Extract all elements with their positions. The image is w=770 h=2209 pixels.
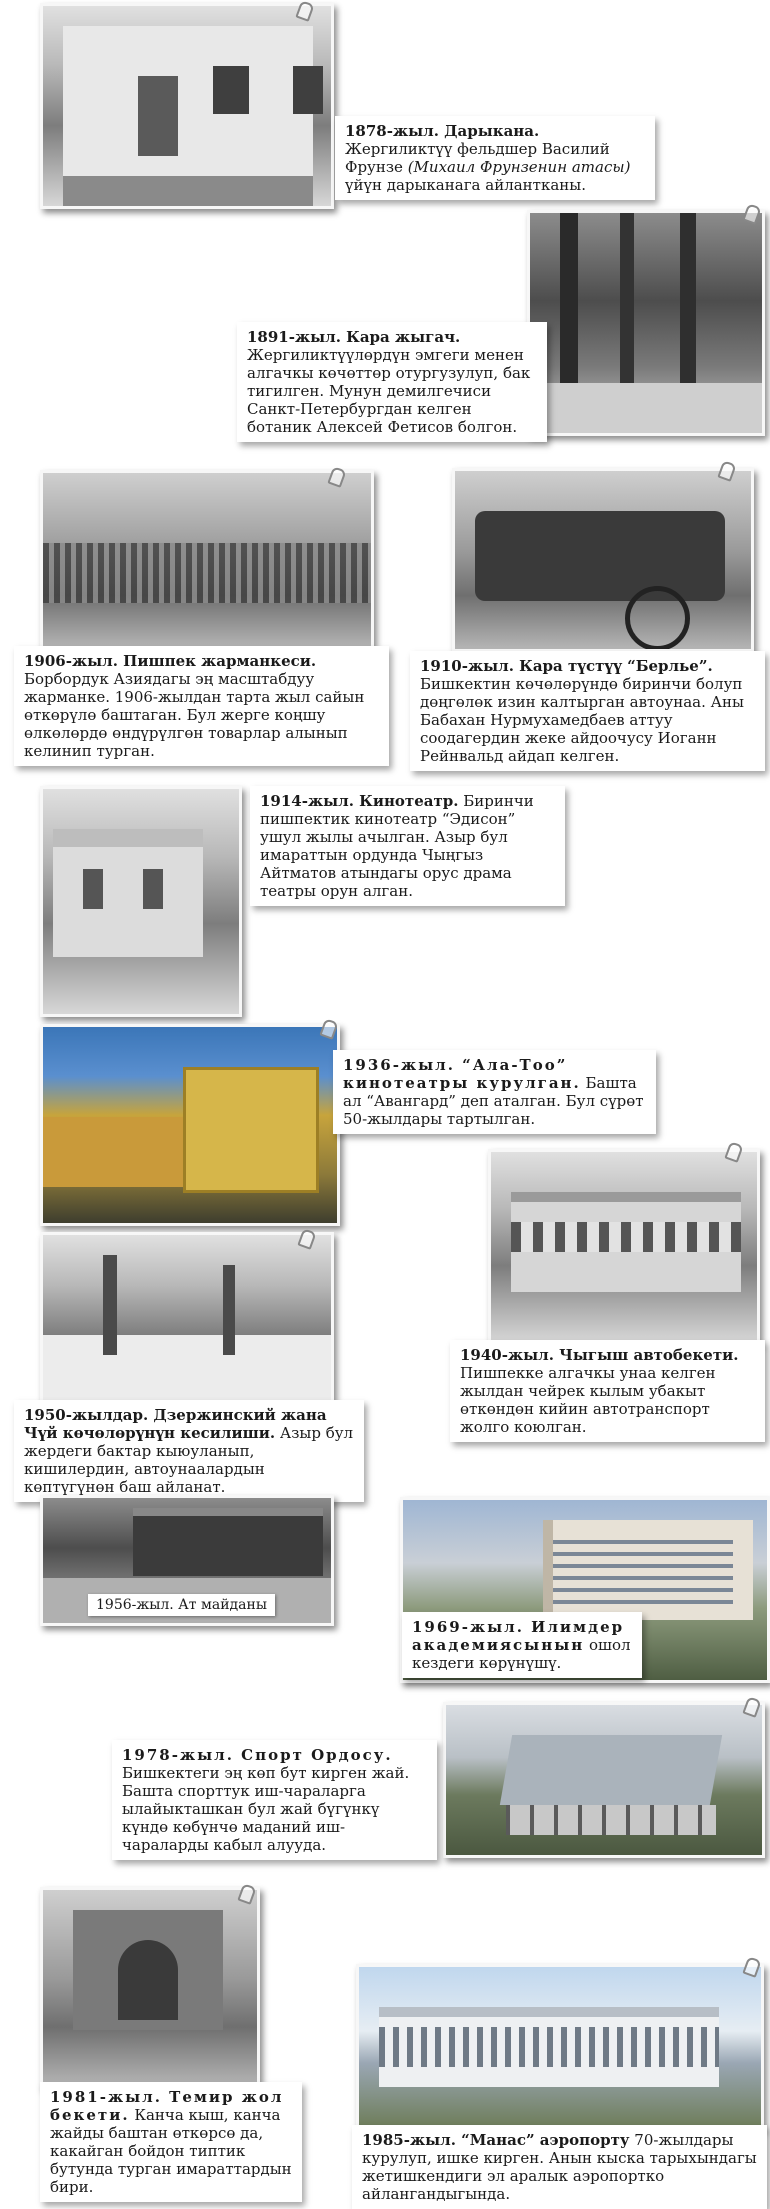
photo-airport-1985: [356, 1964, 764, 2130]
photo-cinema-1914: [40, 786, 242, 1017]
photo-intersection-1950: [40, 1232, 334, 1406]
photo-busstation-1940: [488, 1149, 760, 1345]
photo-market-1906: [40, 470, 374, 651]
caption-title: 1878-жыл. Дарыкана.: [345, 122, 540, 140]
caption-1981: 1981-жыл. Темир жол бекети. Канча кыш, канча жайды баштан өткөрсө да, какайган бойдон типтик бутунда турган имараттардын бири.: [40, 2082, 302, 2202]
caption-1891: 1891-жыл. Кара жыгач. Жергиликтүүлөрдүн эмгеги менен алгачкы көчөттөр отургузулуп, бак тигилген. Мунун демилгечиси Санкт-Петербургдан келген ботаник Алексей Фетисов болгон.: [237, 322, 547, 442]
caption-1950: 1950-жылдар. Дзержинский жана Чүй көчөлөрүнүн кесилиши. Азыр бул жердеги бактар кыюуланып, кишилердин, автоунаалардын көптүгүнөн баш айланат.: [14, 1400, 364, 1502]
photo-pharmacy-1878: [40, 3, 334, 209]
caption-1985: 1985-жыл. “Манас” аэропорту 70-жылдары курулуп, ишке кирген. Анын кыска тарыхындагы жетишкендиги эл аралык аэропортко айлангандыгында.: [352, 2125, 767, 2209]
photo-railstation-1981: [40, 1887, 260, 2089]
caption-1956: 1956-жыл. Ат майданы: [88, 1594, 275, 1616]
caption-1914: 1914-жыл. Кинотеатр. Биринчи пишпектик кинотеатр “Эдисон” ушул жылы ачылган. Азыр бул имараттын ордунда Чыңгыз Айтматов атындагы орус драма театры орун алган.: [250, 786, 565, 906]
caption-1940: 1940-жыл. Чыгыш автобекети. Пишпекке алгачкы унаа келген жылдан чейрек кылым убакыт өткөндөн кийин автотранспорт жолго коюлган.: [450, 1340, 765, 1442]
caption-1936: 1936-жыл. “Ала-Тоо” кинотеатры курулган. Башта ал “Авангард” деп аталган. Бул сүрөт 50-жылдары тартылган.: [333, 1050, 656, 1134]
caption-1910: 1910-жыл. Кара түстүү “Берлье”. Бишкектин көчөлөрүндө биринчи болуп дөңгөлөк изин калтырган автоунаа. Аны Бабахан Нурмухамедбаев аттуу соодагердин жеке айдоочусу Иоганн Рейнвальд айдап келген.: [410, 651, 765, 771]
caption-1969: 1969-жыл. Илимдер академиясынын ошол кездеги көрүнүшү.: [402, 1612, 642, 1678]
photo-alatoo-1936: [40, 1024, 340, 1226]
caption-1978: 1978-жыл. Спорт Ордосу. Бишкектеги эң көп бут кирген жай. Башта спорттук иш-чараларга ылайыкташкан бул жай бүгүнкү күндө көбүнчө маданий иш-чараларды кабыл алууда.: [112, 1740, 437, 1860]
photo-sportspalace-1978: [443, 1702, 765, 1858]
photo-berliet-1910: [452, 468, 754, 652]
caption-1906: 1906-жыл. Пишпек жарманкеси. Борбордук Азиядагы эң масштабдуу жарманке. 1906-жылдан тарта жыл сайын өткөрүлө баштаган. Бул жерге коңшу өлкөлөрдө өндүрүлгөн товарлар алынып келинип турган.: [14, 646, 389, 766]
photo-park-1891: [527, 210, 765, 436]
caption-1878: 1878-жыл. Дарыкана. Жергиликтүү фельдшер Василий Фрунзе (Михаил Фрунзенин атасы) үйүн дарыканага айлантканы.: [335, 116, 655, 200]
